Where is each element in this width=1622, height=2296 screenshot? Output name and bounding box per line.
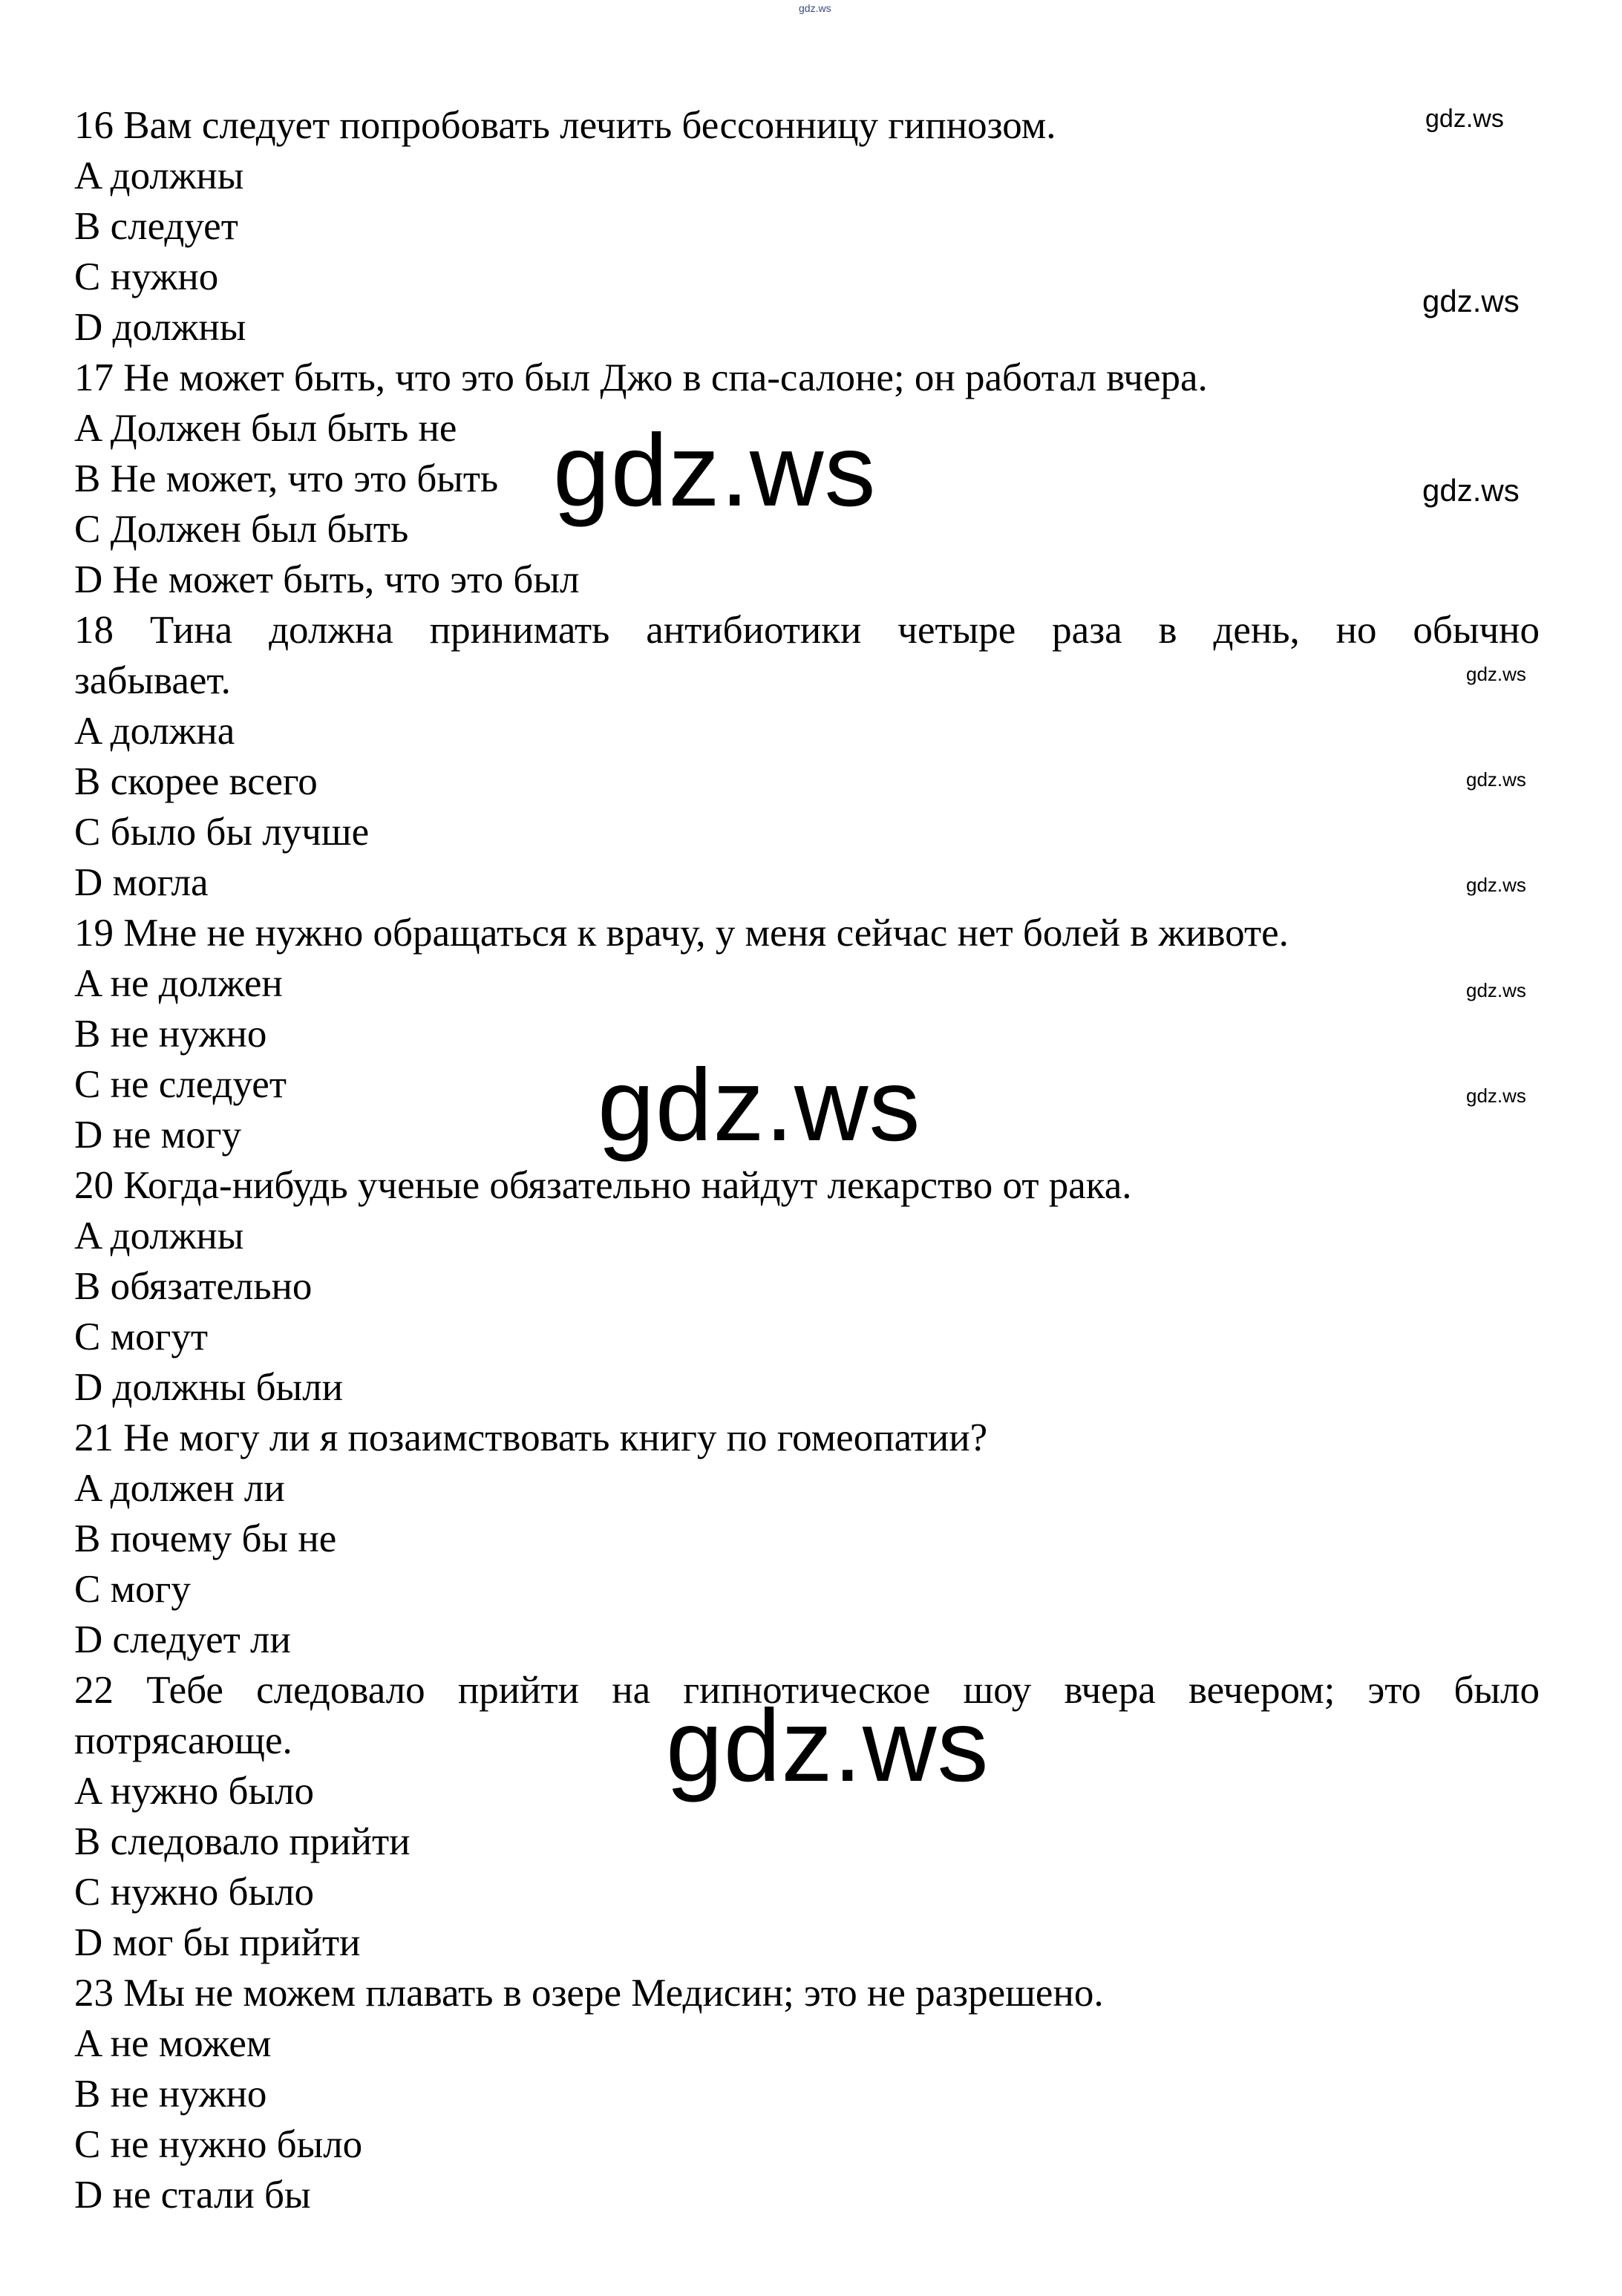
option-b: B не нужно bbox=[74, 2073, 267, 2116]
option-a: A должен ли bbox=[74, 1467, 285, 1510]
option-d: D не стали бы bbox=[74, 2174, 311, 2217]
option-b: B Не может, что это быть bbox=[74, 457, 499, 500]
option-c: C нужно bbox=[74, 255, 219, 298]
watermark-small: gdz.ws bbox=[1466, 874, 1526, 896]
question-18 bbox=[74, 605, 1540, 908]
watermark-small: gdz.ws bbox=[1466, 1085, 1526, 1107]
watermark-small: gdz.ws bbox=[1466, 663, 1526, 685]
option-a: A должны bbox=[74, 154, 244, 197]
header-watermark: gdz.ws bbox=[799, 2, 831, 14]
option-d: D не могу bbox=[74, 1113, 241, 1157]
watermark-large: gdz.ws bbox=[598, 1048, 921, 1162]
question-21 bbox=[74, 1413, 1540, 1665]
watermark-small: gdz.ws bbox=[1422, 473, 1520, 508]
question-text: 21 Не могу ли я позаимствовать книгу по гомеопатии? bbox=[74, 1416, 988, 1459]
option-a: A Должен был быть не bbox=[74, 407, 457, 450]
option-b: B обязательно bbox=[74, 1265, 313, 1308]
option-c: C нужно было bbox=[74, 1871, 315, 1914]
watermark-small: gdz.ws bbox=[1466, 768, 1526, 791]
watermark-small: gdz.ws bbox=[1422, 284, 1520, 318]
watermark-small: gdz.ws bbox=[1466, 979, 1526, 1001]
option-d: D следует ли bbox=[74, 1618, 291, 1661]
question-20 bbox=[74, 1160, 1540, 1413]
question-text: 16 Вам следует попробовать лечить бессонницу гипнозом. bbox=[74, 104, 1056, 147]
question-text: 18 Тина должна принимать антибиотики четыре раза в день, но обычно bbox=[74, 609, 1540, 652]
option-a: A должна bbox=[74, 710, 235, 753]
question-text: 22 Тебе следовало прийти на гипнотическое шоу вчера вечером; это было bbox=[74, 1669, 1540, 1712]
option-a: A должны bbox=[74, 1214, 244, 1257]
option-b: B скорее всего bbox=[74, 760, 318, 803]
option-c: C могут bbox=[74, 1315, 209, 1358]
option-d: D должны bbox=[74, 306, 246, 349]
question-23 bbox=[74, 1968, 1540, 2220]
option-c: C Должен был быть bbox=[74, 508, 409, 551]
option-b: B не нужно bbox=[74, 1013, 267, 1056]
option-a: A не должен bbox=[74, 962, 283, 1005]
question-16 bbox=[74, 100, 1540, 353]
option-d: D должны были bbox=[74, 1366, 343, 1409]
question-text: 20 Когда-нибудь ученые обязательно найдут лекарство от рака. bbox=[74, 1164, 1132, 1207]
watermark-large: gdz.ws bbox=[666, 1689, 990, 1803]
option-c: C не следует bbox=[74, 1063, 287, 1106]
question-text-continued: потрясающе. bbox=[74, 1719, 292, 1762]
option-c: C не нужно было bbox=[74, 2123, 363, 2166]
watermark-large: gdz.ws bbox=[553, 413, 877, 528]
question-text: 17 Не может быть, что это был Джо в спа-салоне; он работал вчера. bbox=[74, 356, 1208, 399]
option-d: D мог бы прийти bbox=[74, 1921, 361, 1964]
option-a: A не можем bbox=[74, 2022, 272, 2065]
option-a: A нужно было bbox=[74, 1770, 315, 1813]
option-d: D Не может быть, что это был bbox=[74, 558, 580, 601]
option-d: D могла bbox=[74, 861, 209, 904]
option-c: C было бы лучше bbox=[74, 811, 370, 854]
option-b: B почему бы не bbox=[74, 1517, 337, 1560]
option-b: B следовало прийти bbox=[74, 1820, 411, 1863]
watermark-small: gdz.ws bbox=[1425, 105, 1504, 133]
question-text: 23 Мы не можем плавать в озере Медисин; это не разрешено. bbox=[74, 1972, 1104, 2015]
question-text-continued: забывает. bbox=[74, 659, 231, 702]
option-c: C могу bbox=[74, 1568, 191, 1611]
question-text: 19 Мне не нужно обращаться к врачу, у меня сейчас нет болей в животе. bbox=[74, 912, 1289, 955]
option-b: B следует bbox=[74, 205, 238, 248]
